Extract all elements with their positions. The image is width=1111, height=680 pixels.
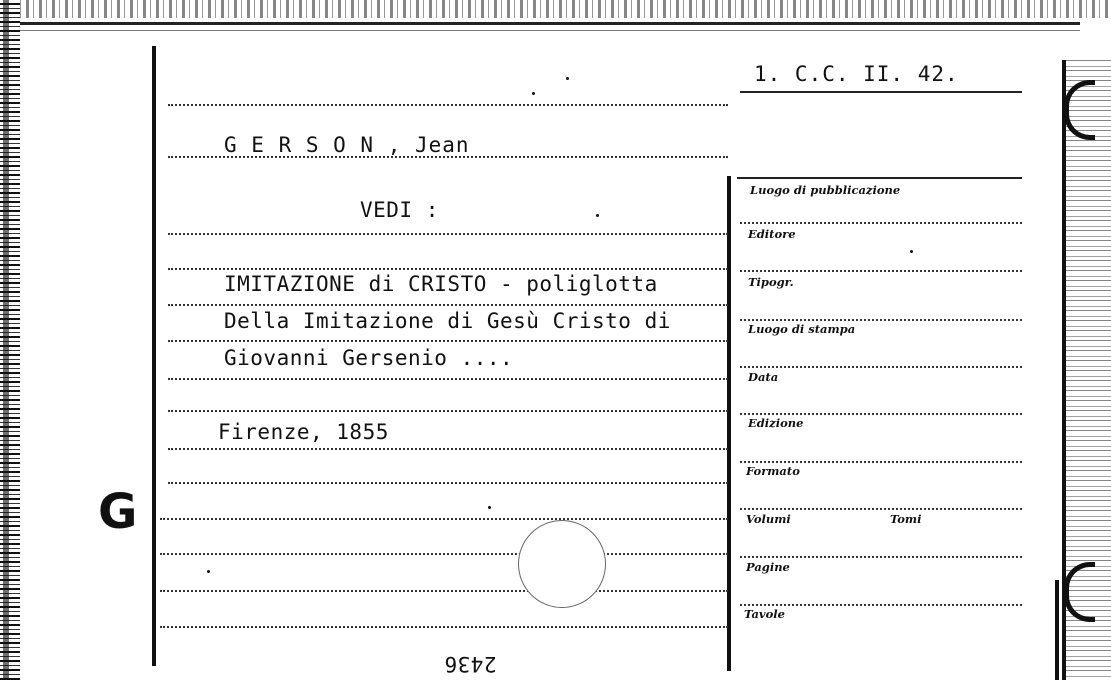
author-heading: G E R S O N , Jean: [224, 133, 470, 157]
field-rule: [740, 366, 1022, 368]
ruled-line: [160, 626, 728, 628]
field-rule: [740, 319, 1022, 321]
scan-top-strip: [0, 0, 1111, 18]
field-rule: [740, 604, 1022, 606]
label-edizione: Edizione: [748, 416, 804, 430]
card-middle-rule: [727, 176, 731, 671]
label-luogo-stampa: Luogo di stampa: [748, 322, 856, 336]
label-tipogr: Tipogr.: [748, 275, 794, 289]
card-number: [444, 652, 497, 676]
title-line-1: IMITAZIONE di CRISTO - poliglotta: [224, 272, 658, 296]
shelfmark: 1. C.C. II. 42.: [754, 62, 959, 86]
ruled-line: [168, 104, 728, 106]
punch-hole: [518, 520, 606, 608]
field-rule: [740, 461, 1022, 463]
field-rule: [740, 508, 1022, 510]
speck: [910, 250, 913, 253]
label-data: Data: [748, 370, 779, 384]
ruled-line: [168, 448, 728, 450]
field-rule: [740, 556, 1022, 558]
label-formato: Formato: [746, 464, 800, 478]
ruled-line: [160, 553, 728, 555]
place-date: Firenze, 1855: [218, 420, 389, 444]
label-volumi: Volumi: [746, 512, 791, 526]
ruled-line: [168, 233, 728, 235]
scan-top-rule: [20, 22, 1080, 25]
see-label: VEDI :: [360, 198, 439, 222]
ruled-line: [168, 268, 728, 270]
label-luogo-pubblicazione: Luogo di pubblicazione: [750, 183, 901, 197]
label-editore: Editore: [748, 227, 796, 241]
card-number-text: 2436: [444, 652, 497, 676]
card-right-border-lower: [1055, 580, 1059, 680]
speck: [566, 77, 569, 80]
ruled-line: [168, 340, 728, 342]
speck: [207, 570, 210, 573]
ruled-line: [160, 518, 728, 520]
ruled-line: [168, 482, 728, 484]
fields-top-rule: [737, 177, 1022, 179]
field-rule: [740, 413, 1022, 415]
speck: [488, 506, 491, 509]
field-rule: [740, 270, 1022, 272]
scan-left-edge-dark: [3, 0, 9, 680]
index-letter: G: [98, 484, 138, 540]
card-left-rule: [152, 46, 156, 666]
field-rule: [740, 222, 1022, 224]
title-line-2: Della Imitazione di Gesù Cristo di: [224, 309, 671, 333]
label-tomi: Tomi: [890, 512, 922, 526]
speck: [596, 214, 599, 217]
ruled-line: [160, 590, 728, 592]
shelfmark-underline: [740, 91, 1022, 93]
scan-top-rule-thin: [20, 30, 1080, 31]
ruled-line: [168, 410, 728, 412]
title-line-3: Giovanni Gersenio ....: [224, 346, 514, 370]
label-pagine: Pagine: [746, 560, 790, 574]
ruled-line: [168, 304, 728, 306]
label-tavole: Tavole: [744, 607, 785, 621]
speck: [532, 92, 535, 95]
ruled-line: [168, 378, 728, 380]
